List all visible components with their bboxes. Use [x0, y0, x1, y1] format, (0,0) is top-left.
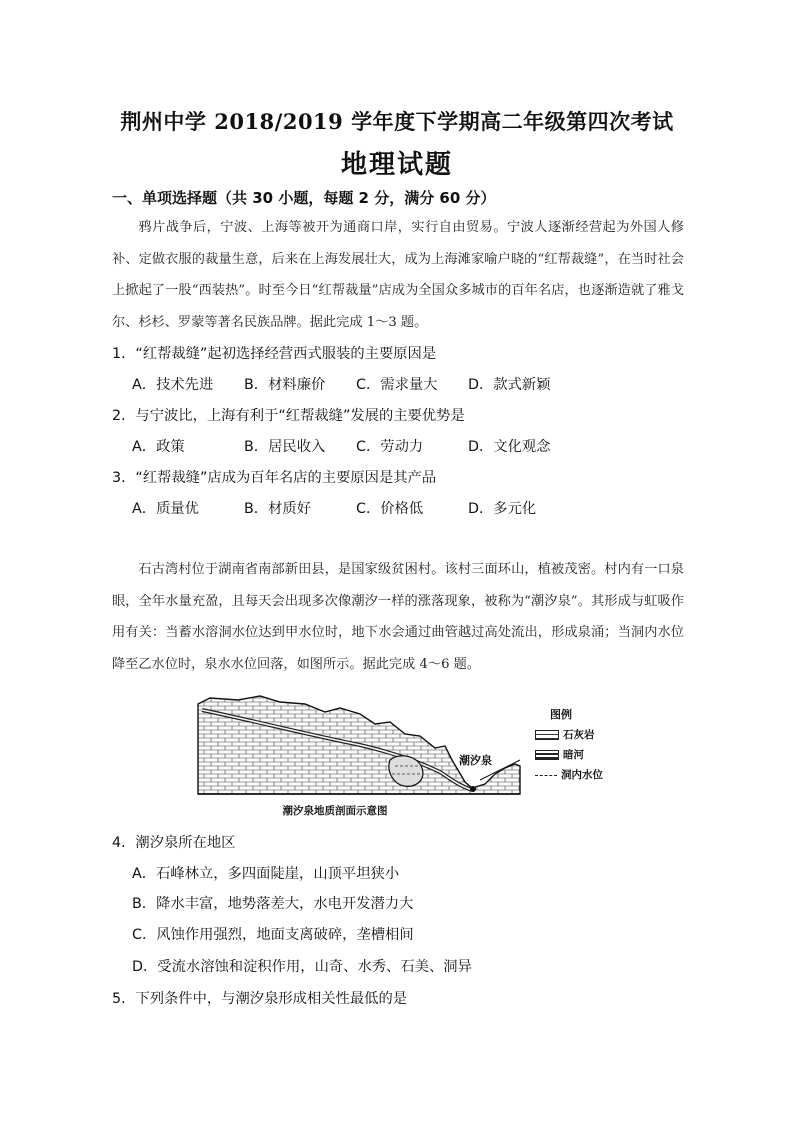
question-5-stem: 5．下列条件中，与潮汐泉形成相关性最低的是: [112, 991, 408, 1007]
legend-title: 图例: [550, 708, 572, 721]
river-swatch: [535, 750, 559, 760]
q2-option-c: C．劳动力: [356, 439, 424, 455]
q4-option-a: A．石峰林立，多四面陡崖，山顶平坦狭小: [132, 866, 400, 882]
q2-option-b: B．居民收入: [244, 439, 326, 455]
legend-river: [535, 747, 584, 762]
limestone-swatch: [535, 730, 559, 740]
q2-option-a: A．政策: [132, 439, 185, 455]
section-heading: 一、单项选择题（共 30 小题，每题 2 分，满分 60 分）: [112, 189, 496, 207]
legend-limestone: [535, 727, 595, 742]
spring-label: 潮汐泉: [459, 754, 492, 767]
q1-option-d: D．款式新颖: [468, 377, 551, 393]
passage-1: 鸦片战争后，宁波、上海等被开为通商口岸，实行自由贸易。宁波人逐渐经营起为外国人修补、定做衣服的裁量生意，后来在上海发展壮大，成为上海滩家喻户晓的“红帮裁缝”，在当时社会上掀起了一股“西装热”。时至今日“红帮裁量”店成为全国众多城市的百年名店，也逐渐造就了雅戈尔、杉杉、罗蒙等著名民族品牌。据此完成 1～3 题。: [112, 220, 684, 330]
q1-option-a: A．技术先进: [132, 377, 214, 393]
water-level-swatch: [535, 775, 557, 776]
legend-water-level: [535, 767, 603, 782]
q3-option-c: C．价格低: [356, 501, 424, 517]
question-1-options: [132, 374, 580, 394]
legend-water-level-label: 洞内水位: [561, 769, 603, 781]
q1-option-c: C．需求量大: [356, 377, 438, 393]
q2-option-d: D．文化观念: [468, 439, 551, 455]
q3-option-a: A．质量优: [132, 501, 199, 517]
q4-option-d: D．受流水溶蚀和淀积作用，山奇、水秀、石美、洞异: [132, 959, 472, 975]
question-4-stem: 4．潮汐泉所在地区: [112, 835, 236, 851]
q4-option-b: B．降水丰富，地势落差大，水电开发潜力大: [132, 896, 414, 912]
legend-river-label: 暗河: [563, 749, 584, 761]
question-2-stem: 2．与宁波比，上海有利于“红帮裁缝”发展的主要优势是: [112, 408, 465, 424]
question-3-options: [132, 498, 580, 518]
q3-option-d: D．多元化: [468, 501, 537, 517]
passage-2: 石古湾村位于湖南省南部新田县，是国家级贫困村。该村三面环山，植被茂密。村内有一口泉眼，全年水量充盈，且每天会出现多次像潮汐一样的涨落现象，被称为“潮汐泉”。其形成与虹吸作用有关：当蓄水溶洞水位达到甲水位时，地下水会通过曲管越过高处流出，形成泉涌；当洞内水位降至乙水位时，泉水水位回落，如图所示。据此完成 4～6 题。: [112, 562, 684, 672]
figure-caption: 潮汐泉地质剖面示意图: [282, 805, 388, 817]
subject-title: 地理试题: [340, 150, 453, 180]
question-1-stem: 1．“红帮裁缝”起初选择经营西式服装的主要原因是: [112, 346, 437, 362]
legend-limestone-label: 石灰岩: [563, 729, 595, 741]
q3-option-b: B．材质好: [244, 501, 311, 517]
q4-option-c: C．风蚀作用强烈，地面支离破碎，垄槽相间: [132, 927, 414, 943]
question-2-options: [132, 436, 580, 456]
exam-title: 荆州中学 2018/2019 学年度下学期高二年级第四次考试: [120, 109, 674, 134]
question-3-stem: 3．“红帮裁缝”店成为百年名店的主要原因是其产品: [112, 470, 437, 486]
q1-option-b: B．材料廉价: [244, 377, 326, 393]
